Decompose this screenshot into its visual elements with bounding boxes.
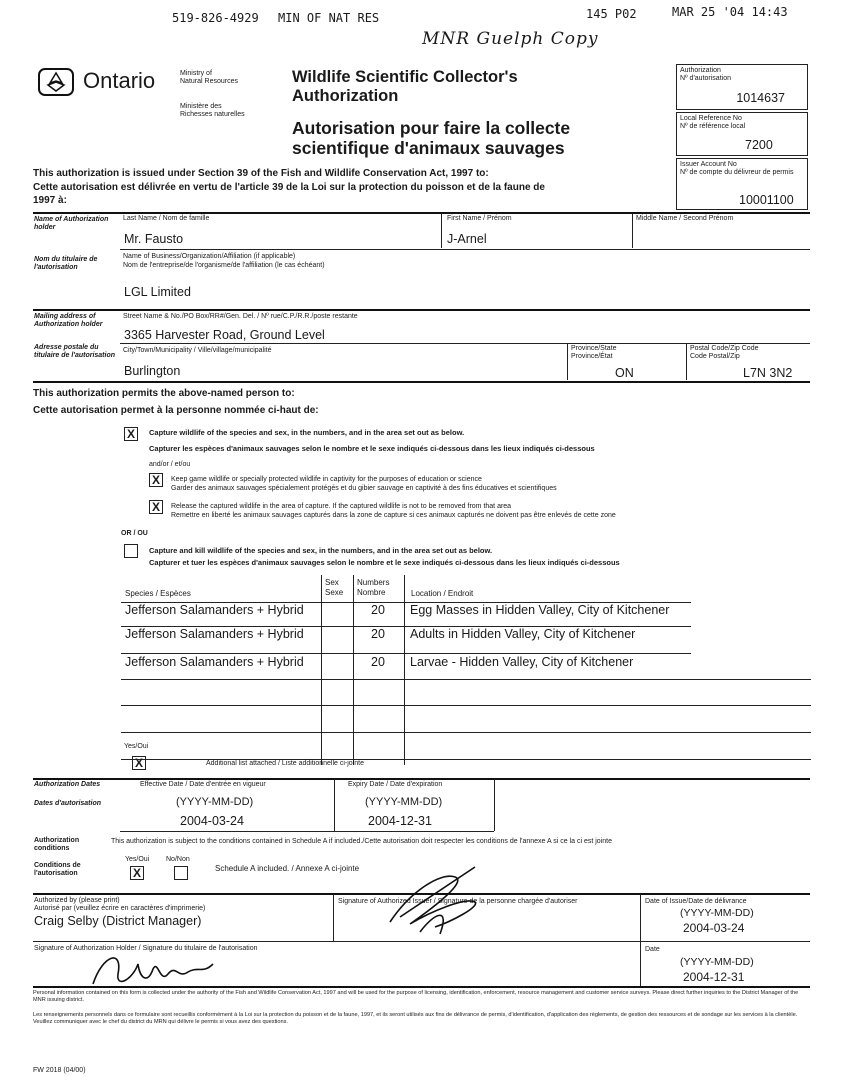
business-label-en: Name of Business/Organization/Affiliation (if applicable) [123, 253, 296, 260]
local-ref-label-en: Local Reference No [680, 115, 742, 122]
handwritten-note: MNR Guelph Copy [422, 29, 599, 49]
divider [121, 705, 811, 706]
divider [121, 653, 691, 654]
kill-text-en: Capture and kill wildlife of the species and sex, in the numbers, and in the area set out as below. [149, 546, 493, 555]
fax-phone: 519-826-4929 [172, 11, 259, 25]
issuer-label-fr: Nº de compte du délivreur de permis [680, 169, 794, 176]
dates-label-fr: Dates d'autorisation [34, 800, 102, 807]
location-cell: Adults in Hidden Valley, City of Kitchener [410, 627, 636, 641]
intro-fr-line1: Cette autorisation est délivrée en vertu de l'article 39 de la Loi sur la protection du poisson et de la faune de [33, 182, 545, 193]
additional-list-label: Additional list attached / Liste additionnelle ci-jointe [206, 760, 364, 767]
effective-date-value: 2004-03-24 [180, 814, 244, 828]
privacy-notice-fr: Les renseignements personnels dans ce formulaire sont recueillis conformément à la Loi sur la protection du poisson et de la faune, 1997, et ils seront utilisés aux fins de délivrance de permis, d'identification, d'application des règlements, de gestion des ressources et de sondage sur les services à la clientèle. Veuillez communiquer avec le chef du district du MRN qui délivre le permis si vous avez des questions. [33, 1012, 798, 1025]
effective-date-format: (YYYY-MM-DD) [176, 796, 254, 808]
divider [334, 779, 335, 831]
title-en-line2: Authorization [292, 87, 399, 105]
expiry-date-value: 2004-12-31 [368, 814, 432, 828]
issue-date-format: (YYYY-MM-DD) [680, 907, 754, 919]
auth-no-value: 1014637 [736, 91, 785, 105]
ontario-wordmark: Ontario [83, 68, 156, 93]
divider [121, 732, 811, 733]
middle-name-label: Middle Name / Second Prénom [636, 215, 734, 222]
authorization-number-box [676, 64, 808, 110]
holder-date-format: (YYYY-MM-DD) [680, 956, 754, 968]
issuer-label-en: Issuer Account No [680, 161, 737, 168]
title-fr [292, 118, 570, 158]
conditions-text: This authorization is subject to the conditions contained in Schedule A if included./Cette autorisation doit respecter les conditions de l'annexe A si ce la ci est jointe [111, 838, 612, 845]
or-label: OR / OU [121, 530, 148, 537]
keep-text-en: Keep game wildlife or specially protected wildlife in captivity for the purposes of education or science [171, 476, 482, 483]
dates-label-en: Authorization Dates [34, 781, 101, 788]
divider [33, 381, 810, 383]
province-value: ON [615, 366, 634, 380]
permits-en: This authorization permits the above-named person to: [33, 388, 295, 399]
species-cell: Jefferson Salamanders + Hybrid [125, 627, 304, 641]
divider [632, 214, 633, 248]
divider [333, 894, 334, 942]
ministry-name-fr [180, 103, 275, 119]
intro-fr-line2: 1997 à: [33, 195, 67, 206]
keep-text-fr: Garder des animaux sauvages spécialement protégés et du gibier sauvage en captivité à des fins éducatives et scientifiques [171, 485, 557, 492]
last-name-value: Mr. Fausto [124, 232, 184, 246]
divider [33, 309, 810, 311]
holder-date-label: Date [645, 946, 660, 953]
divider [120, 249, 810, 250]
authorized-by-label-fr: Autorisé par (veuillez écrire en caractères d'imprimerie) [34, 905, 206, 912]
capture-text-fr: Capturer les espèces d'animaux sauvages selon le nombre et le sexe indiqués ci-dessous dans les lieux indiqués ci-dessous [149, 444, 595, 453]
authorized-by-label-en: Authorized by (please print) [34, 897, 120, 904]
form-number: FW 2018 (04/00) [33, 1067, 86, 1074]
divider [686, 344, 687, 380]
issue-date-value: 2004-03-24 [683, 921, 745, 935]
title-fr-line1: Autorisation pour faire la collecte [292, 118, 571, 138]
table-row [121, 655, 691, 677]
conditions-no-label: No/Non [166, 856, 190, 863]
col-header-numbers-fr: Nombre [357, 588, 386, 597]
holder-label-en: Name of Authorization holder [34, 216, 109, 232]
location-cell: Egg Masses in Hidden Valley, City of Kitchener [410, 603, 670, 617]
issuer-signature-label: Signature of Authorized Issuer / Signature de la personne chargée d'autoriser [338, 898, 578, 905]
ministry-fr-line2: Richesses naturelles [180, 111, 245, 119]
postal-label-en: Postal Code/Zip Code [690, 345, 759, 352]
fax-page: 145 P02 [586, 7, 637, 21]
number-cell: 20 [371, 627, 385, 641]
table-row [121, 627, 691, 649]
conditions-yes-label: Yes/Oui [125, 856, 150, 863]
divider [640, 894, 641, 986]
release-checkbox[interactable]: X [149, 500, 163, 514]
conditions-label-fr: Conditions de l'autorisation [34, 862, 81, 878]
issuer-signature [380, 862, 490, 942]
fax-datetime: MAR 25 '04 14:43 [672, 5, 788, 19]
fax-sender: MIN OF NAT RES [278, 11, 380, 25]
divider [121, 679, 811, 680]
release-text-fr: Remettre en liberté les animaux sauvages capturés dans la zone de capture si ces animaux capturés ne doivent pas être enlevés de cette zone [171, 512, 616, 519]
schedule-yes-checkbox[interactable]: X [130, 866, 144, 880]
release-text-en: Release the captured wildlife in the area of capture. If the captured wildlife is not to be removed from that area [171, 503, 512, 510]
divider [120, 831, 494, 832]
city-value: Burlington [124, 364, 181, 378]
schedule-no-checkbox[interactable] [174, 866, 188, 880]
capture-checkbox[interactable]: X [124, 427, 138, 441]
species-cell: Jefferson Salamanders + Hybrid [125, 603, 304, 617]
city-label: City/Town/Municipality / Ville/village/municipalité [123, 347, 272, 354]
schedule-label: Schedule A included. / Annexe A ci-jointe [215, 864, 360, 873]
title-en-line1: Wildlife Scientific Collector's [292, 68, 518, 86]
issuer-account-box [676, 158, 808, 210]
location-cell: Larvae - Hidden Valley, City of Kitchener [410, 655, 634, 669]
holder-label-fr: Nom du titulaire de l'autorisation [34, 256, 98, 272]
number-cell: 20 [371, 655, 385, 669]
title-fr-line2: scientifique d'animaux sauvages [292, 138, 565, 158]
holder-date-value: 2004-12-31 [683, 970, 745, 984]
additional-list-checkbox[interactable]: X [132, 756, 146, 770]
divider [33, 986, 810, 988]
permits-fr: Cette autorisation permet à la personne nommée ci-haut de: [33, 405, 319, 416]
issue-date-label: Date of Issue/Date de délivrance [645, 898, 747, 905]
holder-signature-label: Signature of Authorization Holder / Signature du titulaire de l'autorisation [34, 945, 258, 952]
kill-text-fr: Capturer et tuer les espèces d'animaux sauvages selon le nombre et le sexe indiqués ci-dessous dans les lieux indiqués ci-dessous [149, 558, 620, 567]
issuer-no-value: 10001100 [739, 193, 794, 207]
first-name-label: First Name / Prénom [447, 215, 512, 222]
table-row [121, 603, 691, 625]
keep-captivity-checkbox[interactable]: X [149, 473, 163, 487]
species-table [121, 575, 811, 767]
local-reference-box [676, 112, 808, 156]
postal-label-fr: Code Postal/Zip [690, 353, 740, 360]
authorized-by-name: Craig Selby (District Manager) [34, 914, 202, 928]
privacy-notice-en: Personal information contained on this form is collected under the authority of the Fish and Wildlife Conservation Act, 1997 and will be used for the purpose of licensing, identification, enforcement, resource management and customer service surveys. Please direct further inquiries to the District Manager of the MNR issuing district. [33, 990, 799, 1003]
business-label-fr: Nom de l'entreprise/de l'organisme/de l'affiliation (le cas échéant) [123, 262, 325, 269]
first-name-value: J-Arnel [447, 232, 487, 246]
ministry-en-line2: Natural Resources [180, 78, 238, 86]
capture-text-en: Capture wildlife of the species and sex, in the numbers, and in the area set out as below. [149, 428, 465, 437]
conditions-label-en: Authorization conditions [34, 837, 80, 853]
col-header-species: Species / Espèces [125, 589, 191, 598]
col-header-numbers: Numbers [357, 578, 390, 587]
andor-label: and/or / et/ou [149, 461, 191, 468]
divider [494, 779, 495, 831]
expiry-date-format: (YYYY-MM-DD) [365, 796, 443, 808]
title-en [292, 68, 518, 106]
divider [33, 778, 810, 780]
address-label-fr: Adresse postale du titulaire de l'autorisation [34, 344, 116, 360]
species-cell: Jefferson Salamanders + Hybrid [125, 655, 304, 669]
kill-checkbox[interactable] [124, 544, 138, 558]
street-label: Street Name & No./PO Box/RR#/Gen. Del. / Nº rue/C.P./R.R./poste restante [123, 313, 358, 320]
divider [33, 941, 810, 942]
number-cell: 20 [371, 603, 385, 617]
divider [120, 343, 810, 344]
ministry-fr-line1: Ministère des [180, 103, 222, 110]
province-label-fr: Province/État [571, 353, 613, 360]
auth-no-label-en: Authorization [680, 67, 721, 74]
intro-en: This authorization is issued under Section 39 of the Fish and Wildlife Conservation Act, 1997 to: [33, 168, 489, 179]
business-value: LGL Limited [124, 285, 191, 299]
holder-signature [88, 944, 238, 992]
address-label-en: Mailing address of Authorization holder [34, 313, 103, 329]
street-value: 3365 Harvester Road, Ground Level [124, 328, 325, 342]
local-ref-label-fr: Nº de référence local [680, 123, 746, 130]
divider [441, 214, 442, 248]
col-header-sex-fr: Sexe [325, 588, 344, 597]
divider [33, 212, 810, 214]
postal-value: L7N 3N2 [743, 366, 793, 380]
effective-date-label: Effective Date / Date d'entrée en vigueur [140, 781, 266, 788]
expiry-date-label: Expiry Date / Date d'expiration [348, 781, 443, 788]
auth-no-label-fr: Nº d'autorisation [680, 75, 731, 82]
ministry-name-en [180, 70, 275, 86]
ontario-trillium-logo [38, 68, 74, 96]
ministry-en-line1: Ministry of [180, 70, 212, 77]
last-name-label: Last Name / Nom de famille [123, 215, 210, 222]
additional-yes-label: Yes/Oui [124, 743, 149, 750]
local-ref-value: 7200 [745, 138, 773, 152]
province-label-en: Province/State [571, 345, 617, 352]
col-header-sex: Sex [325, 578, 339, 587]
divider [567, 344, 568, 380]
col-header-location: Location / Endroit [411, 589, 474, 598]
